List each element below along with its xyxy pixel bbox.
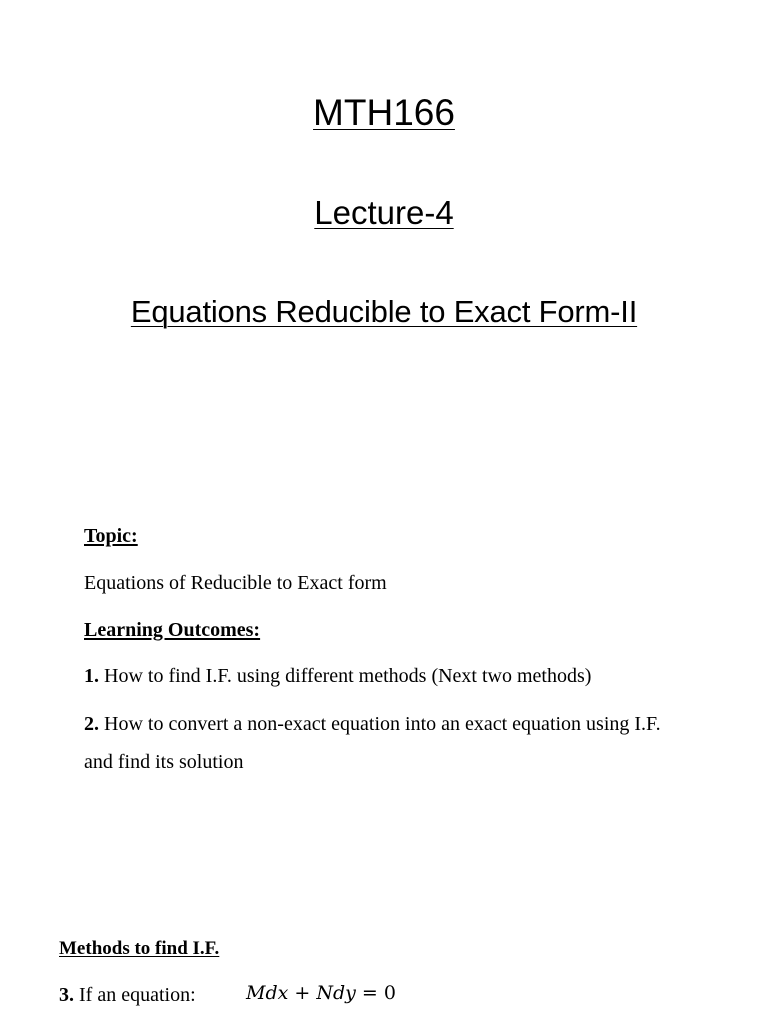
methods-heading: Methods to find I.F.	[59, 938, 220, 959]
equation-equals: = 0	[355, 982, 396, 1004]
learning-outcome-2	[84, 714, 661, 734]
page-title: Equations Reducible to Exact Form-II	[130, 294, 638, 329]
equation-term-m: Mdx	[246, 982, 289, 1004]
topic-text: Equations of Reducible to Exact form	[84, 572, 387, 594]
course-code: MTH166	[313, 92, 455, 133]
lecture-number: Lecture-4	[314, 194, 454, 231]
method-text: If an equation:	[74, 984, 196, 1006]
equation	[246, 984, 396, 1003]
outcome-number: 2.	[84, 713, 99, 735]
equation-plus: +	[288, 982, 317, 1004]
method-number: 3.	[59, 984, 74, 1006]
method-item-3	[59, 985, 196, 1005]
outcome-number: 1.	[84, 665, 99, 687]
learning-outcome-2-continuation: and find its solution	[84, 751, 244, 773]
learning-outcome-1	[84, 666, 591, 686]
equation-term-n: Ndy	[316, 982, 356, 1004]
outcome-text: How to find I.F. using different methods (Next two methods)	[99, 665, 592, 687]
topic-heading: Topic:	[84, 525, 138, 547]
outcome-text: How to convert a non-exact equation into an exact equation using I.F.	[99, 713, 661, 735]
learning-outcomes-heading: Learning Outcomes:	[84, 619, 261, 641]
